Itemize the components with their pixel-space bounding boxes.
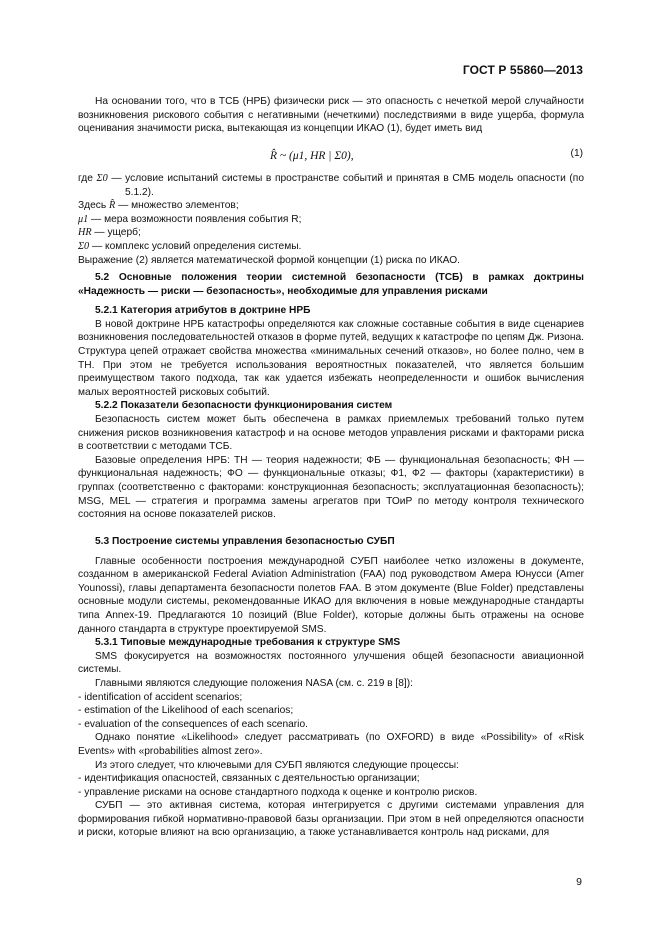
document-header-id: ГОСТ Р 55860—2013 bbox=[462, 63, 583, 77]
section-5-2-1-title: 5.2.1 Категория атрибутов в доктрине НРБ bbox=[95, 305, 311, 317]
list-item: - управление рисками на основе стандартного подхода к оценке и контролю рисков. bbox=[78, 786, 478, 798]
section-5-2-1-text: В новой доктрине НРБ катастрофы определяются как сложные составные события в виде сценариев возникновения последовательностей отказов в форме путей, ведущих к катастрофе по цепям Дж. Ризона. Структура цепей отражает свойства множества «минимальных сечений отказов», но более полно, чем в ТН. При этом не требуется использования вероятностных показателей, что является большим преимуществом такого подхода, так как удается избежать неопределенности и ошибок вычисления малых вероятностей рисковых событий. bbox=[78, 318, 584, 398]
list-item: - evaluation of the consequences of each scenario. bbox=[78, 718, 308, 730]
section-5-2-2-paragraph-2: Базовые определения НРБ: ТН — теория надежности; ФБ — функциональная безопасность; ФН — функциональная надежность; ФО — функциональные отказы; Ф1, Ф2 — факторы (характеристики) в группах (соответственно с факторами: конструкционная безопасность; эксплуатационная безопасность); MSG, MEL — стратегия и программа замены агрегатов при ТОиР по методу контроля технического состояния на основе показателей рисков. bbox=[78, 454, 584, 521]
intro-paragraph: На основании того, что в ТСБ (НРБ) физически риск — это опасность с нечеткой мерой случайности возникновения рискового события с негативными (нечеткими) последствиями в виде ущерба, формула оценивания значимости риска, вытекающая из концепции ИКАО (1), будет иметь вид bbox=[78, 96, 584, 135]
list-item: - identification of accident scenarios; bbox=[78, 691, 243, 703]
key-processes-intro: Из этого следует, что ключевыми для СУБП являются следующие процессы: bbox=[95, 759, 459, 771]
def-rhat: Здесь R̂ — множество элементов; bbox=[78, 200, 239, 212]
subp-paragraph: СУБП — это активная система, которая интегрируется с другими системами управления для формирования гибкой нормативно-правовой базы организации. При этом в ней определяются опасности и риски, которые влияют на всю организацию, а также устанавливается контроль над рисками, для bbox=[78, 800, 584, 839]
section-5-3-1-title: 5.3.1 Типовые международные требования к структуре SMS bbox=[95, 637, 401, 649]
likelihood-note: Однако понятие «Likelihood» следует рассматривать (по OXFORD) в виде «Possibility» of «Risk Events» with «probabilities almost zero». bbox=[78, 732, 584, 757]
def-mu1: μ1 — мера возможности появления события R; bbox=[78, 213, 302, 225]
section-5-3 bbox=[78, 535, 584, 840]
formula-number: (1) bbox=[570, 148, 583, 159]
section-5-3-1-paragraph-1: SMS фокусируется на возможностях постоянного улучшения общей безопасности авиационной системы. bbox=[78, 650, 584, 676]
list-item: - идентификация опасностей, связанных с деятельностью организации; bbox=[78, 773, 420, 785]
section-5-2-2-paragraph-1: Безопасность систем может быть обеспечена в рамках приемлемых требований только путем снижения рисков возникновения катастроф и на основе методов управления рисками и факторами риска в соответствии с методами ТСБ. bbox=[78, 413, 584, 453]
definitions-block bbox=[78, 172, 584, 267]
section-5-3-1-paragraph-2: Главными являются следующие положения NASA (см. с. 219 в [8]): bbox=[95, 677, 413, 689]
section-5-3-title: 5.3 Построение системы управления безопасностью СУБП bbox=[95, 536, 395, 547]
section-5-2-2-title: 5.2.2 Показатели безопасности функционирования систем bbox=[95, 400, 393, 412]
section-5-2-title: 5.2 Основные положения теории системной безопасности (ТСБ) в рамках доктрины «Надежность — риски — безопасность», необходимые для управления рисками bbox=[78, 272, 584, 297]
page-number: 9 bbox=[576, 876, 582, 888]
def-hr: HR — ущерб; bbox=[78, 227, 141, 239]
expression-note: Выражение (2) является математической формой концепции (1) риска по ИКАО. bbox=[78, 254, 461, 266]
intro-block bbox=[78, 95, 584, 136]
def-sigma0b: Σ0 — комплекс условий определения системы. bbox=[78, 240, 302, 252]
def-sigma0: где Σ0 — условие испытаний системы в пространстве событий и принятая в СМБ модель опасности (по 5.1.2). bbox=[78, 173, 584, 198]
list-item: - estimation of the Likelihood of each scenarios; bbox=[78, 705, 294, 717]
formula-expression: R̂ ~ (μ1, HR | Σ0), bbox=[270, 150, 354, 162]
section-5-2 bbox=[78, 271, 584, 522]
section-5-3-paragraph-1: Главные особенности построения международной СУБП наиболее четко изложены в документе, созданном в американской Federal Aviation Administration (FAA) под руководством Амера Юнусси (Amer Younossi), главы департамента безопасности полетов FAA. В этом документе (Blue Folder) представлены основные модули системы, рекомендованные ИКАО для включения в новые международные стандарты типа Annex-19. Предлагаются 10 позиций (Blue Folder), которые должны быть отражены на основе данного стандарта в структуре проектируемой SMS. bbox=[78, 555, 584, 635]
